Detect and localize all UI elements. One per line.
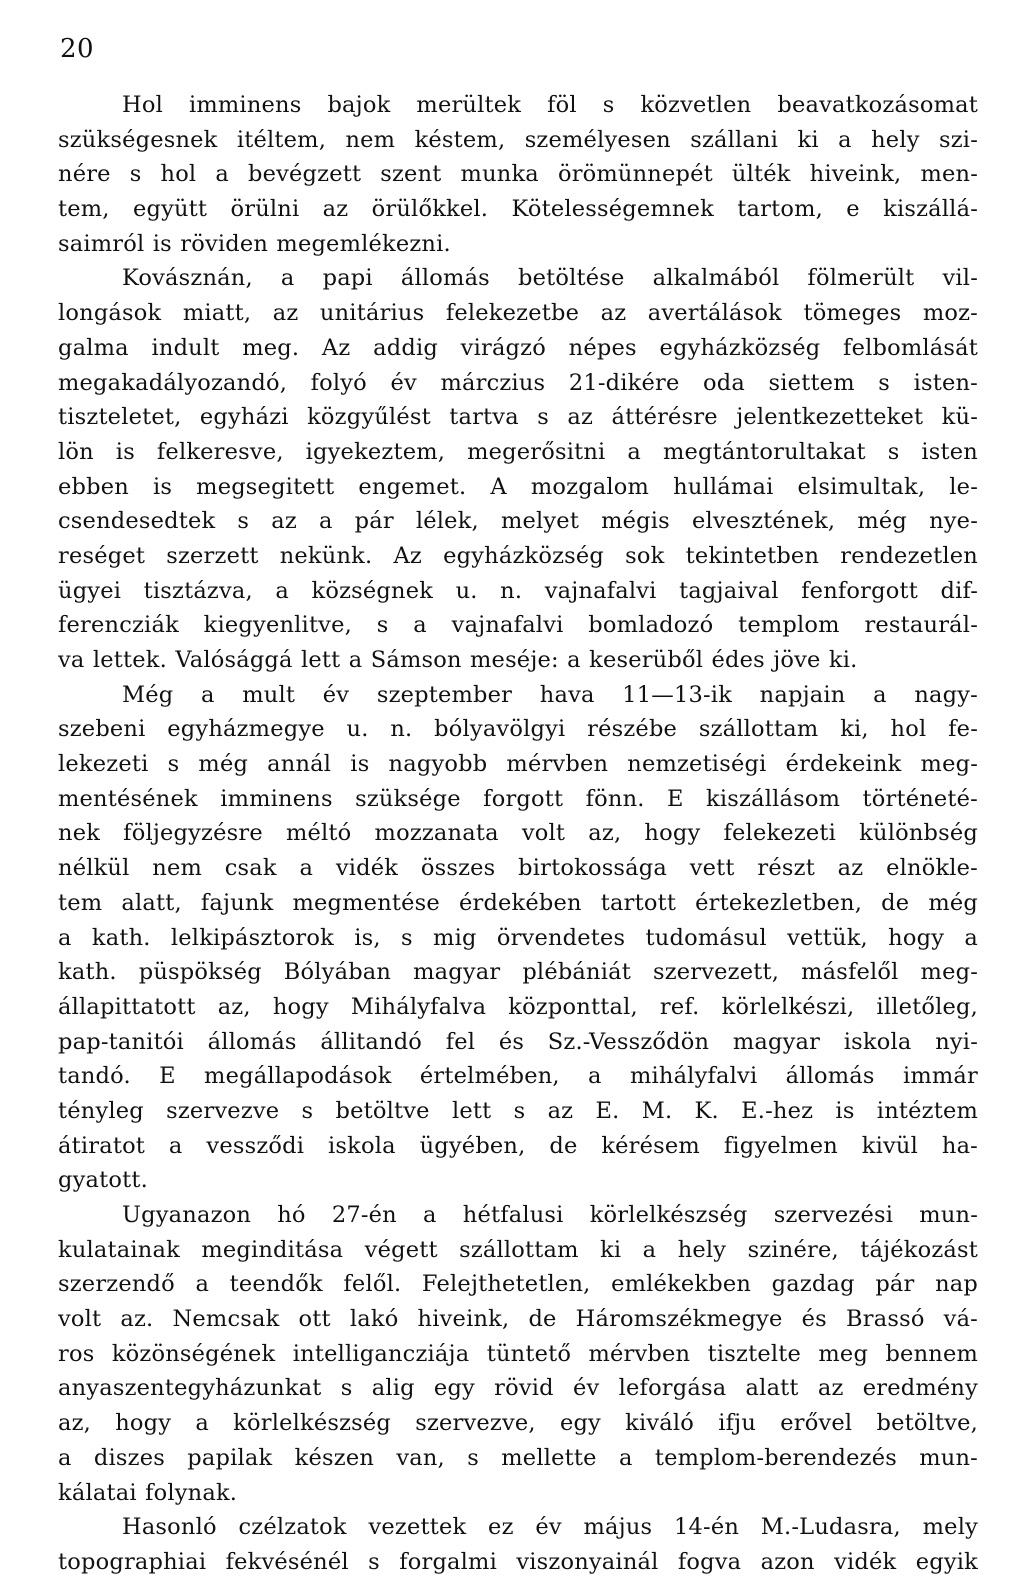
- text-line: gyatott.: [58, 1167, 148, 1194]
- text-line: szebeni egyházmegye u. n. bólyavölgyi részébe szállottam ki, hol fe-: [58, 716, 978, 743]
- text-line: csendesedtek s az a pár lélek, melyet mégis elvesztének, még nye-: [58, 508, 978, 535]
- text-line: szerzendő a teendők felől. Felejthetetlen, emlékekben gazdag pár nap: [58, 1271, 978, 1298]
- text-line: átiratot a vessződi iskola ügyében, de kérésem figyelmen kivül ha-: [58, 1132, 978, 1159]
- text-line: anyaszentegyházunkat s alig egy rövid év leforgása alatt az eredmény: [58, 1375, 978, 1402]
- body-text: [58, 88, 978, 1580]
- text-line: kath. püspökség Bólyában magyar plébániát szervezett, másfelől meg-: [58, 959, 978, 986]
- text-line: ügyei tisztázva, a községnek u. n. vajnafalvi tagjaival fenforgott dif-: [58, 577, 978, 604]
- text-line: Még a mult év szeptember hava 11—13-ik napjain a nagy-: [122, 681, 978, 708]
- text-line: nére s hol a bevégzett szent munka örömünnepét ülték hiveink, men-: [58, 161, 978, 188]
- text-line: megakadályozandó, folyó év márczius 21-dikére oda siettem s isten-: [58, 369, 978, 396]
- text-line: tem alatt, fajunk megmentése érdekében tartott értekezletben, de még: [58, 889, 978, 916]
- text-line: a diszes papilak készen van, s mellette a templom-berendezés mun-: [58, 1444, 978, 1471]
- text-line: longások miatt, az unitárius felekezetbe az avertálások tömeges moz-: [58, 300, 978, 327]
- text-line: tandó. E megállapodások értelmében, a mihályfalvi állomás immár: [58, 1063, 978, 1090]
- text-line: lön is felkeresve, igyekeztem, megerősitni a megtántorultakat s isten: [58, 438, 978, 465]
- text-line: kálatai folynak.: [58, 1479, 238, 1506]
- text-line: va lettek. Valósággá lett a Sámson meséje: a keserüből édes jöve ki.: [58, 647, 858, 673]
- text-line: mentésének imminens szüksége forgott fönn. E kiszállásom történeté-: [58, 785, 978, 812]
- text-line: Hol imminens bajok merültek föl s közvetlen beavatkozásomat: [122, 92, 978, 118]
- page-number: 20: [60, 34, 95, 64]
- text-line: topographiai fekvésénél s forgalmi viszonyainál fogva azon vidék egyik: [58, 1548, 978, 1575]
- text-line: kulatainak meginditása végett szállottam ki a hely szinére, tájékozást: [58, 1236, 978, 1263]
- text-line: Kovásznán, a papi állomás betöltése alkalmából fölmerült vil-: [122, 265, 978, 292]
- text-line: szükségesnek itéltem, nem késtem, személyesen szállani ki a hely szi-: [58, 126, 978, 153]
- text-line: galma indult meg. Az addig virágzó népes egyházközség felbomlását: [58, 334, 978, 361]
- text-line: az, hogy a körlelkészség szervezve, egy kiváló ifju erővel betöltve,: [58, 1410, 978, 1437]
- text-line: Ugyanazon hó 27-én a hétfalusi körlelkészség szervezési mun-: [122, 1202, 978, 1228]
- text-line: Hasonló czélzatok vezettek ez év május 14-én M.-Ludasra, mely: [122, 1514, 978, 1541]
- text-line: a kath. lelkipásztorok is, s mig örvendetes tudomásul vettük, hogy a: [58, 924, 978, 951]
- text-line: ferencziák kiegyenlitve, s a vajnafalvi bomladozó templom restaurál-: [58, 612, 978, 639]
- text-line: nek följegyzésre méltó mozzanata volt az, hogy felekezeti különbség: [58, 820, 978, 847]
- text-line: ros közönségének intelligancziája tüntető mérvben tisztelte meg bennem: [58, 1340, 978, 1367]
- text-line: volt az. Nemcsak ott lakó hiveink, de Háromszékmegye és Brassó vá-: [58, 1306, 978, 1333]
- text-line: ebben is megsegitett engemet. A mozgalom hullámai elsimultak, le-: [58, 473, 978, 500]
- text-line: lekezeti s még annál is nagyobb mérvben nemzetiségi érdekeink meg-: [58, 751, 978, 778]
- text-line: reséget szerzett nekünk. Az egyházközség sok tekintetben rendezetlen: [58, 542, 978, 569]
- text-line: nélkül nem csak a vidék összes birtokossága vett részt az elnökle-: [58, 855, 978, 882]
- text-line: saimról is röviden megemlékezni.: [58, 230, 451, 257]
- text-line: állapittatott az, hogy Mihályfalva központtal, ref. körlelkészi, illetőleg,: [58, 993, 978, 1020]
- text-line: tiszteletet, egyházi közgyűlést tartva s az áttérésre jelentkezetteket kü-: [58, 404, 978, 431]
- text-line: pap-tanitói állomás állitandó fel és Sz.-Vessződön magyar iskola nyi-: [58, 1028, 978, 1055]
- text-line: tényleg szervezve s betöltve lett s az E. M. K. E.-hez is intéztem: [58, 1097, 978, 1124]
- text-line: tem, együtt örülni az örülőkkel. Kötelességemnek tartom, e kiszállá-: [58, 196, 978, 223]
